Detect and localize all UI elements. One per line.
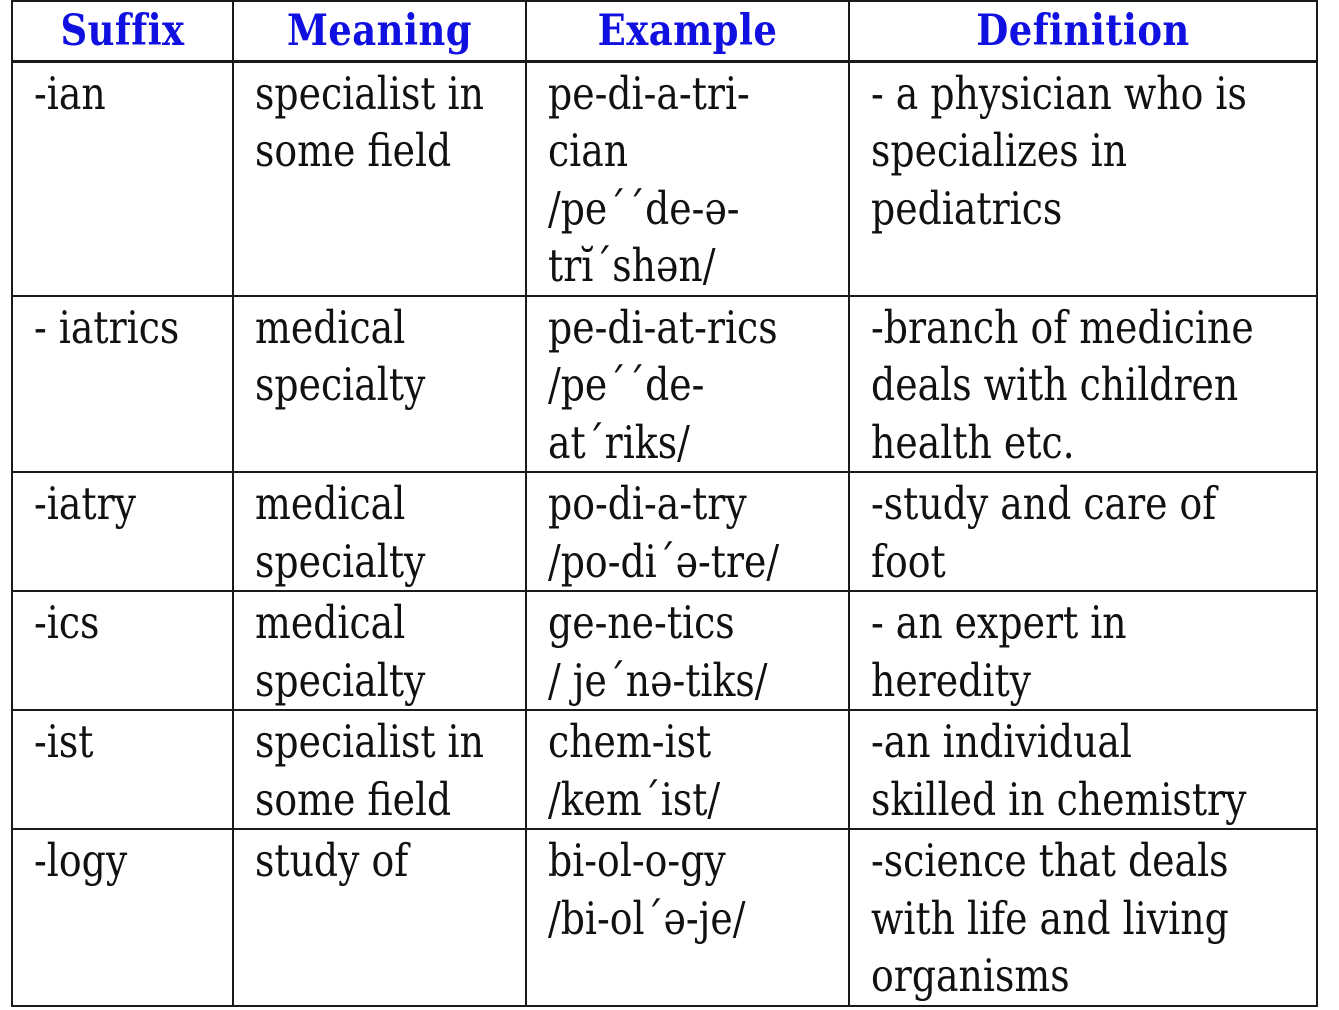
- table-row: [12, 829, 1317, 1006]
- suffix-text: -iatry: [34, 477, 137, 530]
- suffix-cell: [12, 61, 233, 296]
- suffix-text: -ics: [34, 596, 100, 649]
- meaning-cell: [233, 710, 526, 829]
- suffix-cell: [12, 472, 233, 591]
- definition-cell: [849, 61, 1317, 296]
- meaning-cell: [233, 591, 526, 710]
- meaning-cell: [233, 61, 526, 296]
- example-cell: [526, 591, 849, 710]
- suffix-cell: [12, 591, 233, 710]
- suffix-text: -ist: [34, 715, 94, 768]
- definition-text: - a physician who is specializes in pediatrics: [871, 66, 1247, 235]
- header-row: [12, 1, 1317, 61]
- definition-cell: [849, 591, 1317, 710]
- suffix-table: [11, 0, 1318, 1007]
- definition-text: - an expert in heredity: [871, 596, 1127, 707]
- definition-text: -branch of medicine deals with children health etc.: [871, 300, 1254, 469]
- example-cell: [526, 710, 849, 829]
- suffix-text: -logy: [34, 834, 128, 887]
- meaning-cell: [233, 472, 526, 591]
- example-cell: [526, 472, 849, 591]
- example-text: pe-di-a-tri- cian /pe´´de-ə- trĭ´shən/: [548, 66, 750, 292]
- suffix-cell: [12, 296, 233, 473]
- meaning-cell: [233, 296, 526, 473]
- meaning-text: specialist in some field: [255, 715, 484, 826]
- meaning-cell: [233, 829, 526, 1006]
- header-meaning: Meaning: [254, 1, 506, 61]
- table-row: [12, 591, 1317, 710]
- example-text: po-di-a-try /po-di´ə-tre/: [548, 477, 780, 588]
- table-row: [12, 472, 1317, 591]
- header-example: Example: [549, 1, 827, 61]
- suffix-text: -ian: [34, 66, 106, 120]
- meaning-text: medical specialty: [255, 300, 426, 411]
- definition-text: -science that deals with life and living organisms: [871, 834, 1229, 1002]
- example-text: bi-ol-o-gy /bi-ol´ə-je/: [548, 834, 746, 945]
- suffix-cell: [12, 710, 233, 829]
- definition-cell: [849, 829, 1317, 1006]
- meaning-text: medical specialty: [255, 477, 426, 588]
- example-cell: [526, 61, 849, 296]
- header-definition: Definition: [882, 1, 1284, 61]
- definition-cell: [849, 472, 1317, 591]
- example-cell: [526, 829, 849, 1006]
- definition-text: -study and care of foot: [871, 477, 1217, 588]
- suffix-cell: [12, 829, 233, 1006]
- table-row: [12, 61, 1317, 296]
- example-text: ge-ne-tics / je´nə-tiks/: [548, 596, 768, 707]
- definition-cell: [849, 710, 1317, 829]
- meaning-text: study of: [255, 834, 409, 887]
- meaning-text: medical specialty: [255, 596, 426, 707]
- example-text: pe-di-at-rics /pe´´de- at´riks/: [548, 300, 778, 469]
- definition-text: -an individual skilled in chemistry: [871, 715, 1247, 826]
- suffix-text: - iatrics: [34, 300, 180, 354]
- example-cell: [526, 296, 849, 473]
- meaning-text: specialist in some field: [255, 66, 484, 177]
- table-row: [12, 296, 1317, 473]
- example-text: chem-ist /kem´ist/: [548, 715, 721, 826]
- definition-cell: [849, 296, 1317, 473]
- header-suffix: Suffix: [27, 1, 217, 61]
- table-row: [12, 710, 1317, 829]
